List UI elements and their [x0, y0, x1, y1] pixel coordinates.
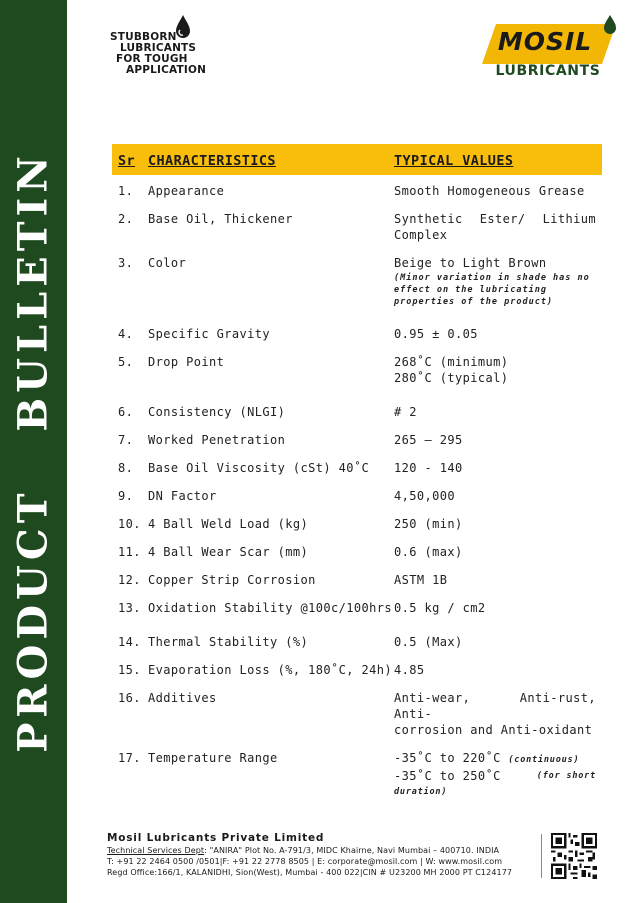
qr-code-icon [551, 833, 597, 879]
row-sr: 8. [118, 461, 134, 475]
tagline-line-1: STUBBORN [110, 31, 177, 43]
row-sr: 5. [118, 355, 134, 369]
table-row [112, 203, 602, 247]
row-characteristic: Temperature Range [148, 751, 278, 765]
row-value: 265 – 295 [394, 433, 463, 447]
mosil-logo [470, 14, 620, 80]
footer-tech-label: Technical Services Dept [107, 846, 205, 855]
row-sr: 10. [118, 517, 141, 531]
value-line-2: Complex [394, 228, 448, 242]
table-row [112, 424, 602, 452]
value-line-2: corrosion and Anti-oxidant [394, 723, 593, 737]
row-value: # 2 [394, 405, 417, 419]
row-value [394, 247, 602, 312]
table-row [112, 620, 602, 654]
row-sr: 12. [118, 573, 141, 587]
row-characteristic: Consistency (NLGI) [148, 405, 286, 419]
row-sr: 17. [118, 751, 141, 765]
row-sr: 4. [118, 327, 134, 341]
row-characteristic: Specific Gravity [148, 327, 270, 341]
row-characteristic: Drop Point [148, 355, 225, 369]
row-value: 4.85 [394, 663, 425, 677]
table-row [112, 682, 602, 742]
row-characteristic: Worked Penetration [148, 433, 286, 447]
row-sr: 16. [118, 691, 141, 705]
table-row [112, 452, 602, 480]
table-row [112, 175, 602, 203]
row-characteristic: DN Factor [148, 489, 217, 503]
row-sr: 7. [118, 433, 134, 447]
row-characteristic: Oxidation Stability @100c/100hrs [148, 601, 392, 615]
table-row [112, 508, 602, 536]
value-line-2: 280˚C (typical) [394, 371, 509, 385]
tagline-line-2: LUBRICANTS [120, 42, 197, 54]
footer-contact: T: +91 22 2464 0500 /0501|F: +91 22 2778 8505 | E: corporate@mosil.com | W: www.mosil.com [107, 857, 503, 866]
footer-regd-office: Regd Office:166/1, KALANIDHI, Sion(West), Mumbai - 400 022|CIN # U23200 MH 2000 PT C124177 [107, 868, 513, 877]
tagline-line-4: APPLICATION [126, 64, 207, 76]
row-value: 0.5 (Max) [394, 635, 463, 649]
row-characteristic: Color [148, 256, 187, 270]
row-characteristic: Evaporation Loss (%, 180˚C, 24h) [148, 663, 392, 677]
value-line-1: Anti-wear, Anti-rust, Anti- [394, 691, 596, 721]
footer-company: Mosil Lubricants Private Limited [107, 832, 325, 844]
row-sr: 1. [118, 184, 134, 198]
row-characteristic: Additives [148, 691, 217, 705]
table-header-row [112, 144, 602, 175]
product-bulletin-title: PRODUCT BULLETIN [9, 151, 57, 753]
row-value [394, 203, 602, 247]
row-value: 0.5 kg / cm2 [394, 601, 486, 615]
table-row [112, 247, 602, 312]
value-note: (Minor variation in shade has no effect on the lubricating properties of the product) [394, 273, 590, 307]
table-row [112, 312, 602, 346]
logo-sub: LUBRICANTS [495, 63, 601, 79]
row-characteristic: Copper Strip Corrosion [148, 573, 316, 587]
value-line-1: Beige to Light Brown [394, 256, 547, 270]
row-value: 0.6 (max) [394, 545, 463, 559]
row-characteristic: Appearance [148, 184, 225, 198]
row-value: Smooth Homogeneous Grease [394, 184, 585, 198]
row-value [394, 742, 602, 804]
row-characteristic: 4 Ball Weld Load (kg) [148, 517, 309, 531]
table-row [112, 742, 602, 804]
temp-short: -35˚C to 250˚C [394, 769, 501, 783]
footer-tech-address: : "ANIRA" Plot No. A-791/3, MIDC Khairne, Navi Mumbai – 400710. INDIA [204, 846, 500, 855]
row-value: 0.95 ± 0.05 [394, 327, 478, 341]
row-value: 4,50,000 [394, 489, 455, 503]
value-line-1: Synthetic Ester/ Lithium [394, 212, 596, 226]
row-characteristic: Thermal Stability (%) [148, 635, 309, 649]
value-line-3: duration) [394, 787, 448, 797]
footer-technical-address [107, 845, 527, 856]
footer [107, 832, 527, 878]
temp-continuous-note: (continuous) [508, 755, 580, 765]
row-sr: 9. [118, 489, 134, 503]
temp-short-note: (for short [536, 771, 596, 781]
row-value [394, 682, 602, 742]
row-value [394, 346, 602, 390]
header-typical-values: TYPICAL VALUES [394, 152, 514, 169]
logo-drop-icon [602, 14, 618, 36]
row-sr: 11. [118, 545, 141, 559]
row-sr: 3. [118, 256, 134, 270]
logo-brand: MOSIL [497, 27, 593, 56]
table-row [112, 564, 602, 592]
characteristics-table [112, 144, 602, 804]
value-line-1 [394, 750, 596, 768]
row-sr: 14. [118, 635, 141, 649]
row-value: ASTM 1B [394, 573, 448, 587]
header-sr: Sr [118, 152, 136, 169]
value-line-2 [394, 768, 596, 784]
value-line-1: 268˚C (minimum) [394, 355, 509, 369]
row-value: 250 (min) [394, 517, 463, 531]
row-characteristic: Base Oil, Thickener [148, 212, 293, 226]
row-sr: 6. [118, 405, 134, 419]
temp-continuous: -35˚C to 220˚C [394, 751, 501, 765]
row-characteristic: 4 Ball Wear Scar (mm) [148, 545, 309, 559]
row-value: 120 - 140 [394, 461, 463, 475]
footer-divider [541, 834, 542, 878]
table-row [112, 654, 602, 682]
tagline-line-3: FOR TOUGH [116, 53, 188, 65]
table-row [112, 390, 602, 424]
table-row [112, 592, 602, 620]
table-row [112, 536, 602, 564]
header-characteristics: CHARACTERISTICS [148, 152, 276, 169]
row-characteristic: Base Oil Viscosity (cSt) 40˚C [148, 461, 370, 475]
row-sr: 2. [118, 212, 134, 226]
row-sr: 15. [118, 663, 141, 677]
tagline-logo [110, 14, 220, 80]
table-row [112, 480, 602, 508]
row-sr: 13. [118, 601, 141, 615]
table-row [112, 346, 602, 390]
sidebar-band [0, 0, 67, 903]
